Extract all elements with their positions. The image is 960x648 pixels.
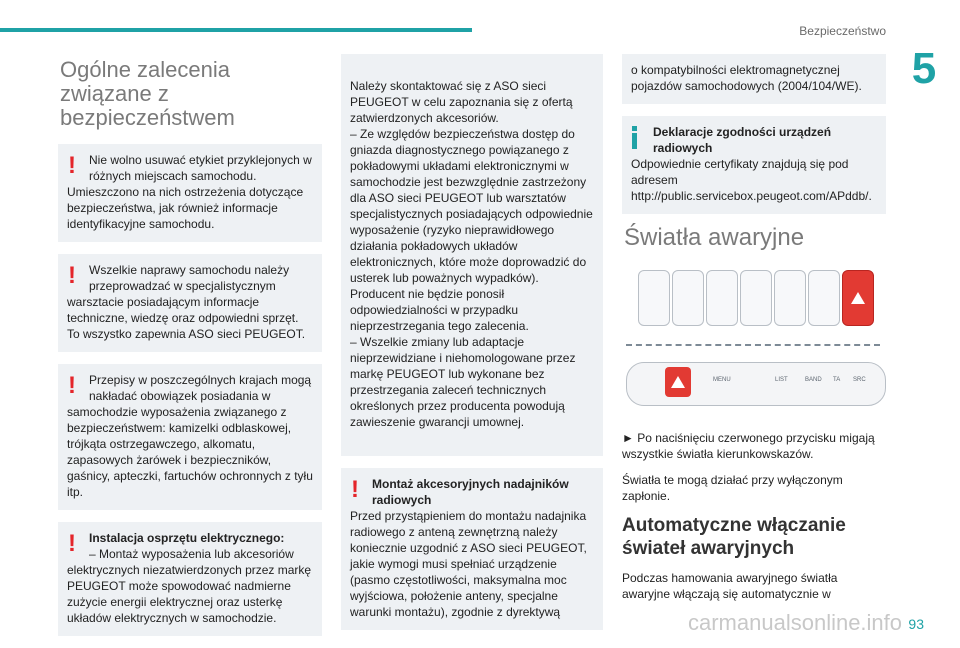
divider-dashed xyxy=(626,344,880,346)
warning-icon: ! xyxy=(68,530,76,557)
warning-text: Umieszczono na nich ostrzeżenia dotyczące bezpieczeństwa, jak również informacje identyfikacyjne samochodu. xyxy=(67,185,304,231)
section-title-general-safety: Ogólne zalecenia związane z bezpieczeństwem xyxy=(60,57,235,130)
switch-button xyxy=(638,270,670,326)
chapter-number: 5 xyxy=(911,44,937,93)
warning-text: elektrycznych niezatwierdzonych przez markę PEUGEOT może spowodować nadmierne zużycie energii elektrycznej oraz usterkę układów elektrycznych w samochodzie. xyxy=(67,563,312,625)
hazard-switch-illustration xyxy=(622,264,886,412)
watermark-text: carmanualsonline.info xyxy=(688,610,903,635)
warning-icon: ! xyxy=(68,372,76,399)
info-icon xyxy=(631,126,639,150)
warning-icon: ! xyxy=(68,262,76,289)
warning-text: warsztacie posiadającym informacje techniczne, wiedzę oraz odpowiedni sprzęt. To wszystko zapewnia ASO sieci PEUGEOT. xyxy=(67,295,306,341)
warning-heading: Montaż akcesoryjnych nadajników radiowych xyxy=(372,477,569,507)
hazard-para-1: ► Po naciśnięciu czerwonego przycisku migają wszystkie światła kierunkowskazów. xyxy=(622,431,875,461)
switch-button xyxy=(808,270,840,326)
warning-lead: – Montaż wyposażenia lub akcesoriów xyxy=(89,547,294,561)
auto-hazard-para: Podczas hamowania awaryjnego światła awaryjne włączają się automatycznie w xyxy=(622,571,838,601)
switch-button xyxy=(740,270,772,326)
hazard-triangle-icon xyxy=(851,292,865,304)
warning-lead: Przepisy w poszczególnych krajach mogą nakładać obowiązek posiadania w xyxy=(89,373,312,403)
key-label: SRC xyxy=(853,377,866,383)
warning-heading: Instalacja osprzętu elektrycznego: xyxy=(89,531,285,545)
section-title-auto-hazard: Automatyczne włączanie świateł awaryjnych xyxy=(622,515,846,559)
column-2 xyxy=(341,54,603,642)
warning-lead: Wszelkie naprawy samochodu należy przeprowadzać w specjalistycznym xyxy=(89,263,290,293)
warning-icon: ! xyxy=(68,152,76,179)
key-label: BAND xyxy=(805,377,822,383)
radio-control-panel xyxy=(626,362,886,406)
warning-lead: Nie wolno usuwać etykiet przyklejonych w różnych miejscach samochodu. xyxy=(89,153,312,183)
column-1 xyxy=(58,54,322,648)
hazard-button xyxy=(665,367,691,397)
hazard-button xyxy=(842,270,874,326)
section-header-title: Bezpieczeństwo xyxy=(799,24,886,38)
info-text: Odpowiednie certyfikaty znajdują się pod adresem http://public.servicebox.peugeot.com/APddb/. xyxy=(631,157,872,203)
switch-button xyxy=(774,270,806,326)
header-accent-bar xyxy=(0,28,472,32)
hazard-para-2: Światła te mogą działać przy wyłączonym zapłonie. xyxy=(622,473,843,503)
key-label: LIST xyxy=(775,377,788,383)
section-title-hazard-lights: Światła awaryjne xyxy=(624,224,805,251)
warning-icon: ! xyxy=(351,476,359,503)
continuation-box xyxy=(622,54,886,104)
warning-text: samochodzie wyposażenia związanego z bezpieczeństwem: kamizelki odblaskowej, trójkąta ostrzegawczego, alkomatu, zapasowych żarówek i bezpieczników, gaśnicy, apteczki, fartuchów ochronnych z tyłu itp. xyxy=(67,405,313,499)
warning-box-repairs xyxy=(58,254,322,352)
dashboard-switch-panel xyxy=(638,270,870,326)
key-label: MENU xyxy=(713,377,731,383)
warning-box-labels xyxy=(58,144,322,242)
info-heading: Deklaracje zgodności urządzeń radiowych xyxy=(653,125,832,155)
warning-box-regulations xyxy=(58,364,322,510)
warning-box-radio xyxy=(341,468,603,630)
warning-box-electrical xyxy=(58,522,322,636)
key-label: TA xyxy=(833,377,841,383)
column-3 xyxy=(622,54,886,612)
continuation-text: o kompatybilności elektromagnetycznej pojazdów samochodowych (2004/104/WE). xyxy=(631,63,862,93)
switch-button xyxy=(672,270,704,326)
continuation-text: Należy skontaktować się z ASO sieci PEUGEOT w celu zapoznania się z ofertą zatwierdzonych akcesoriów. – Ze względów bezpieczeństwa dostęp do gniazda diagnostycznego powiązanego z pokładowymi układami elektronicznymi w samochodzie jest bezwzględnie zastrzeżony dla ASO sieci PEUGEOT lub warsztatów specjalistycznych posiadających odpowiednie wyposażenie (ryzyko nieprawidłowego działania pokładowych układów elektronicznych, które może doprowadzić do usterek lub poważnych wypadków). Producent nie będzie ponosił odpowiedzialności w przypadku nieprzestrzegania tego zalecenia. – Wszelkie zmiany lub adaptacje nieprzewidziane i niehomologowane przez markę PEUGEOT lub wykonane bez przestrzegania zaleceń technicznych określonych przez producenta powodują zawieszenie gwarancji umownej. xyxy=(350,79,593,429)
page-number: 93 xyxy=(908,616,924,632)
warning-text: Przed przystąpieniem do montażu nadajnika radiowego z anteną zewnętrzną należy koniecznie uzgodnić z ASO sieci PEUGEOT, jakie wymogi musi spełniać urządzenie (pasmo częstotliwości, maksymalna moc wyjściowa, położenie anteny, specjalne warunki montażu), zgodnie z dyrektywą xyxy=(350,509,587,619)
info-box-declarations xyxy=(622,116,886,214)
switch-button xyxy=(706,270,738,326)
continuation-box xyxy=(341,54,603,456)
hazard-triangle-icon xyxy=(671,376,685,388)
